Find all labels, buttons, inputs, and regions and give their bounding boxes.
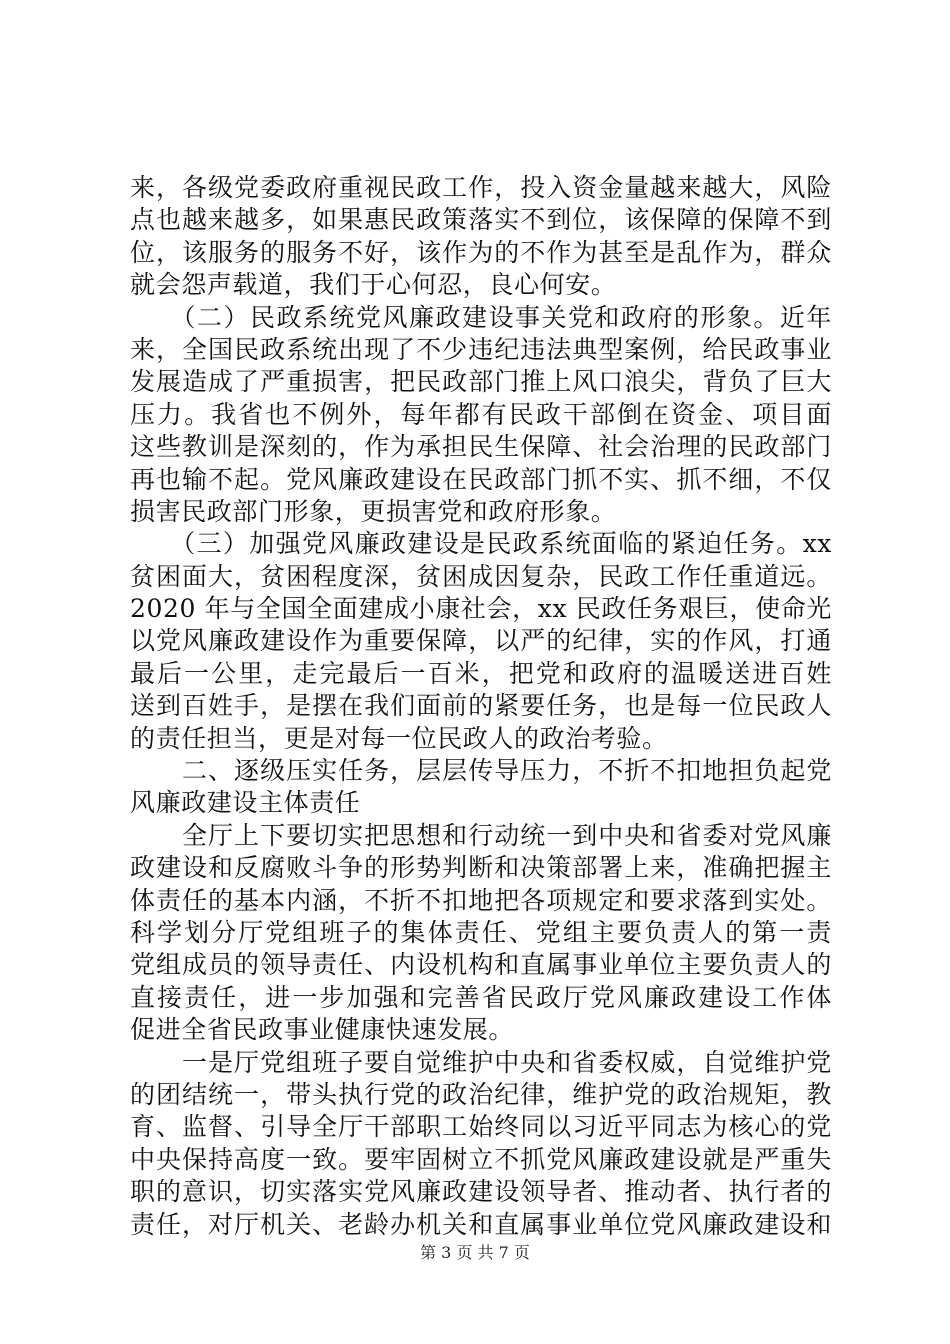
text-line: 科学划分厅党组班子的集体责任、党组主要负责人的第一责 xyxy=(130,917,832,947)
text-line: 的团结统一，带头执行党的政治纪律，维护党的政治规矩，教 xyxy=(130,1079,832,1109)
text-line: 职的意识，切实落实党风廉政建设领导者、推动者、执行者的 xyxy=(130,1177,832,1207)
text-line: 体责任的基本内涵，不折不扣地把各项规定和要求落到实处。 xyxy=(130,885,832,915)
text-line: 最后一公里，走完最后一百米，把党和政府的温暖送进百姓 xyxy=(130,658,832,688)
text-line: 风廉政建设主体责任 xyxy=(130,788,361,818)
text-line: 责任，对厅机关、老龄办机关和直属事业单位党风廉政建设和 xyxy=(130,1209,832,1239)
text-line: 二、逐级压实任务，层层传导压力，不折不扣地担负起党 xyxy=(130,756,832,786)
text-line: （三）加强党风廉政建设是民政系统面临的紧迫任务。xx xyxy=(130,529,832,559)
body-text xyxy=(130,172,832,1241)
text-line: 送到百姓手，是摆在我们面前的紧要任务，也是每一位民政人 xyxy=(130,691,832,721)
text-line: （二）民政系统党风廉政建设事关党和政府的形象。近年 xyxy=(130,302,832,332)
text-line: 点也越来越多，如果惠民政策落实不到位，该保障的保障不到 xyxy=(130,205,832,235)
text-line: 这些教训是深刻的，作为承担民生保障、社会治理的民政部门 xyxy=(130,432,832,462)
text-line: 一是厅党组班子要自觉维护中央和省委权威，自觉维护党 xyxy=(130,1047,832,1077)
text-line: 损害民政部门形象，更损害党和政府形象。 xyxy=(130,496,617,526)
text-line: 来，各级党委政府重视民政工作，投入资金量越来越大，风险 xyxy=(130,173,832,202)
text-line: 以党风廉政建设作为重要保障，以严的纪律，实的作风，打通 xyxy=(130,626,832,656)
text-line: 中央保持高度一致。要牢固树立不抓党风廉政建设就是严重失 xyxy=(130,1144,832,1174)
text-line: 育、监督、引导全厅干部职工始终同以习近平同志为核心的党 xyxy=(130,1112,832,1142)
text-line: 2020 年与全国全面建成小康社会，xx 民政任务艰巨，使命光 xyxy=(130,594,832,624)
text-line: 促进全省民政事业健康快速发展。 xyxy=(130,1015,515,1045)
text-line: 直接责任，进一步加强和完善省民政厅党风廉政建设工作体 xyxy=(130,982,832,1012)
text-line: 压力。我省也不例外，每年都有民政干部倒在资金、项目面 xyxy=(130,399,832,429)
text-line: 党组成员的领导责任、内设机构和直属事业单位主要负责人的 xyxy=(130,950,832,980)
text-line: 发展造成了严重损害，把民政部门推上风口浪尖，背负了巨大 xyxy=(130,367,832,397)
text-line: 来，全国民政系统出现了不少违纪违法典型案例，给民政事业 xyxy=(130,334,832,364)
text-line: 位，该服务的服务不好，该作为的不作为甚至是乱作为，群众 xyxy=(130,237,832,267)
text-line: 全厅上下要切实把思想和行动统一到中央和省委对党风廉 xyxy=(130,820,832,850)
text-line: 再也输不起。党风廉政建设在民政部门抓不实、抓不细，不仅 xyxy=(130,464,832,494)
page-footer: 第 3 页 共 7 页 xyxy=(420,1243,530,1262)
text-line: 政建设和反腐败斗争的形势判断和决策部署上来，准确把握主 xyxy=(130,853,832,883)
text-line: 的责任担当，更是对每一位民政人的政治考验。 xyxy=(130,723,668,753)
text-line: 贫困面大，贫困程度深，贫困成因复杂，民政工作任重道远。 xyxy=(130,561,832,591)
text-line: 就会怨声载道，我们于心何忍，良心何安。 xyxy=(130,270,617,300)
